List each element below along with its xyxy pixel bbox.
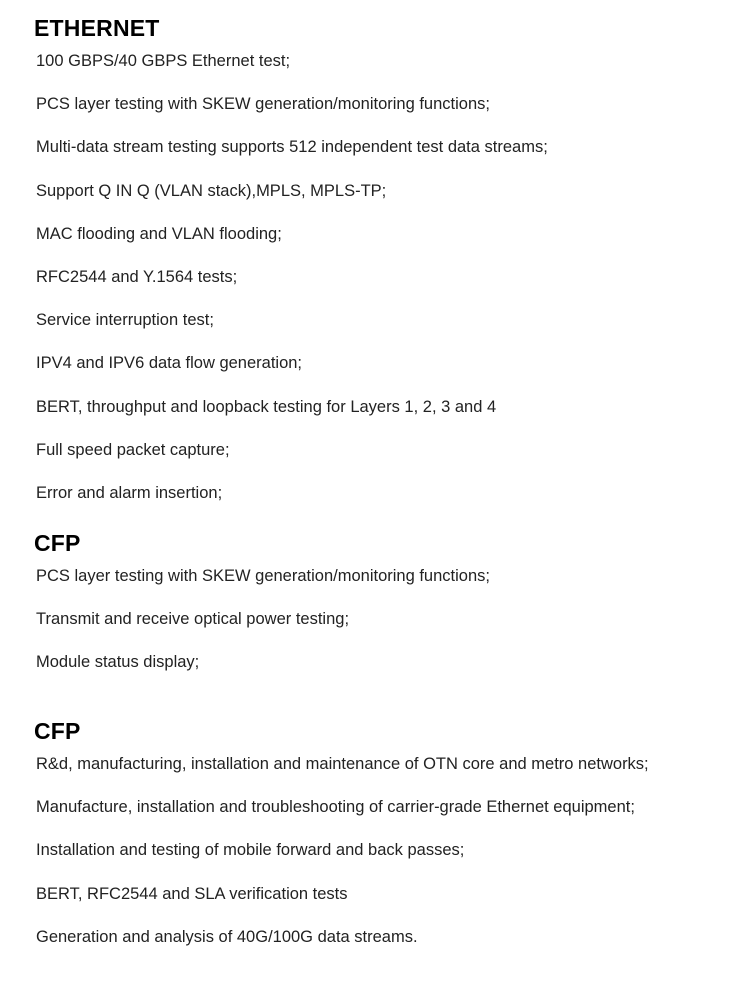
list-item: MAC flooding and VLAN flooding; — [36, 225, 282, 243]
list-item: PCS layer testing with SKEW generation/monitoring functions; — [36, 567, 490, 585]
list-item: Error and alarm insertion; — [36, 484, 223, 502]
list-item: BERT, throughput and loopback testing for Layers 1, 2, 3 and 4 — [36, 398, 497, 416]
list-item: 100 GBPS/40 GBPS Ethernet test; — [36, 52, 291, 70]
list-item: BERT, RFC2544 and SLA verification tests — [36, 885, 348, 903]
section-title-cfp-applications: CFP — [34, 718, 81, 744]
list-item: R&d, manufacturing, installation and maintenance of OTN core and metro networks; — [36, 755, 649, 773]
list-item: Generation and analysis of 40G/100G data streams. — [36, 928, 418, 946]
section-title-cfp: CFP — [34, 530, 81, 556]
list-item: Manufacture, installation and troubleshooting of carrier-grade Ethernet equipment; — [36, 798, 635, 816]
list-item: Support Q IN Q (VLAN stack),MPLS, MPLS-TP; — [36, 182, 387, 200]
list-item: Installation and testing of mobile forward and back passes; — [36, 841, 465, 859]
list-item: Service interruption test; — [36, 311, 214, 329]
list-item: Module status display; — [36, 653, 200, 671]
list-item: Transmit and receive optical power testing; — [36, 610, 350, 628]
section-title-ethernet: ETHERNET — [34, 15, 160, 41]
list-item: RFC2544 and Y.1564 tests; — [36, 268, 238, 286]
list-item: Full speed packet capture; — [36, 441, 230, 459]
list-item: IPV4 and IPV6 data flow generation; — [36, 354, 303, 372]
list-item: Multi-data stream testing supports 512 independent test data streams; — [36, 138, 548, 156]
list-item: PCS layer testing with SKEW generation/monitoring functions; — [36, 95, 490, 113]
